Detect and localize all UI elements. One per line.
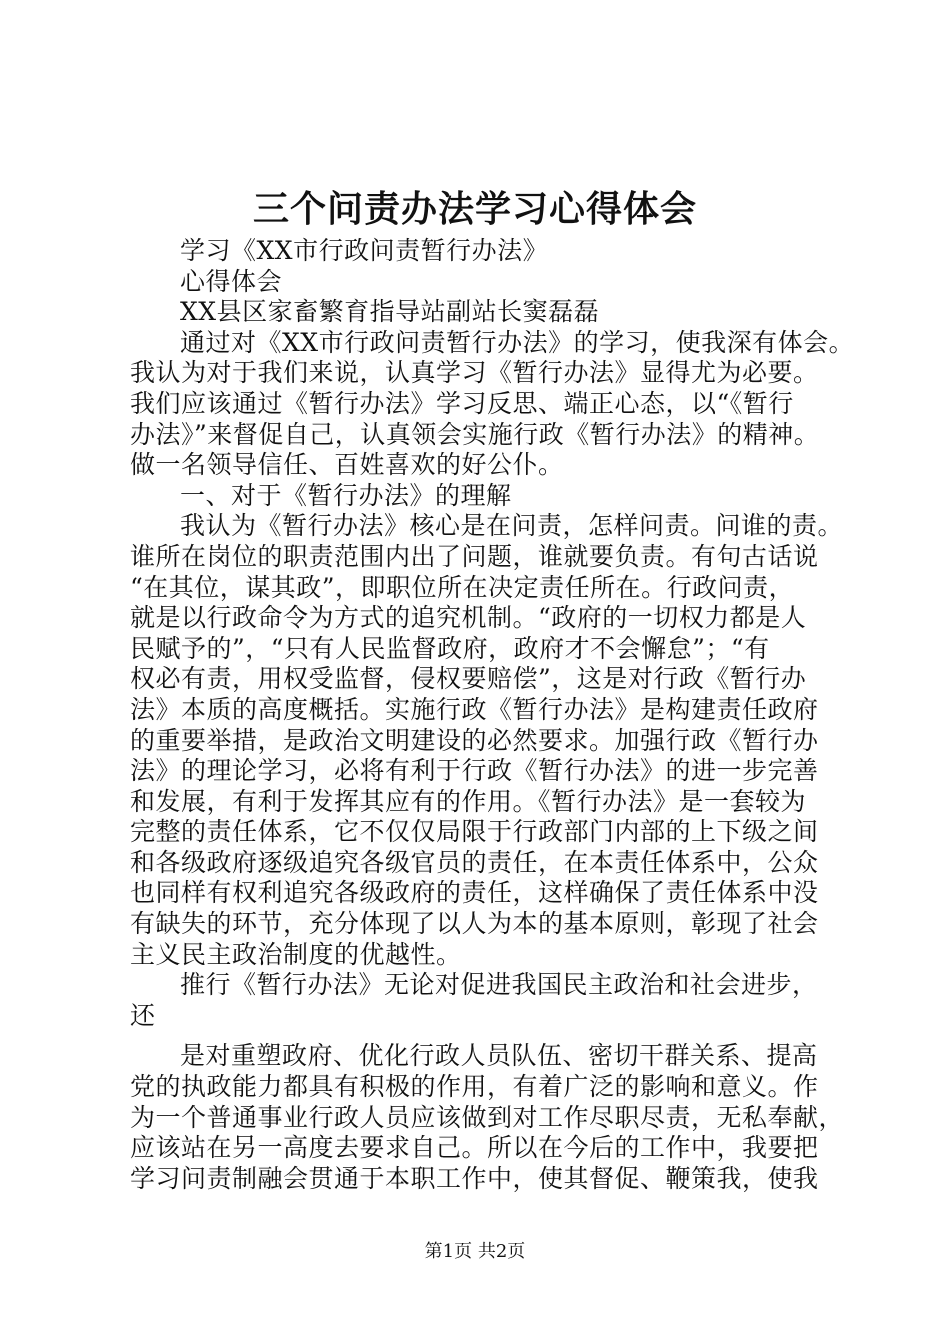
text-line: 做一名领导信任、百姓喜欢的好公仆。 <box>130 450 564 480</box>
page-number: 第1页 共2页 <box>424 1241 526 1262</box>
text-line: 学习《XX市行政问责暂行办法》 <box>180 236 549 265</box>
text-line: 就是以行政命令为方式的追究机制。“政府的一切权力都是人 <box>130 603 807 633</box>
text-line: 的重要举措，是政治文明建设的必然要求。加强行政《暂行办 <box>130 725 819 755</box>
text-line: “在其位，谋其政”，即职位所在决定责任所在。行政问责， <box>130 572 795 602</box>
text-line: 和发展，有利于发挥其应有的作用。《暂行办法》是一套较为 <box>130 786 807 816</box>
text-line: 是对重塑政府、优化行政人员队伍、密切干群关系、提高 <box>180 1041 818 1071</box>
text-line: 办法》”来督促自己，认真领会实施行政《暂行办法》的精神。 <box>130 419 820 449</box>
text-line: 我们应该通过《暂行办法》学习反思、端正心态，以“《暂行 <box>130 388 794 418</box>
text-line: 为一个普通事业行政人员应该做到对工作尽职尽责，无私奉献， <box>130 1102 845 1132</box>
text-line: 完整的责任体系，它不仅仅局限于行政部门内部的上下级之间 <box>130 817 819 847</box>
document-title: 三个问责办法学习心得体会 <box>252 188 697 230</box>
text-line: 心得体会 <box>180 266 283 296</box>
text-line: 谁所在岗位的职责范围内出了问题，谁就要负责。有句古话说 <box>130 541 819 571</box>
text-line: 法》的理论学习，必将有利于行政《暂行办法》的进一步完善 <box>130 756 819 786</box>
text-line: 推行《暂行办法》无论对促进我国民主政治和社会进步， <box>180 970 818 1000</box>
section-heading: 一、对于《暂行办法》的理解 <box>180 480 512 510</box>
text-line: 也同样有权利追究各级政府的责任，这样确保了责任体系中没 <box>130 878 819 908</box>
text-line: 通过对《XX市行政问责暂行办法》的学习，使我深有体会。 <box>180 327 855 357</box>
text-line: 学习问责制融会贯通于本职工作中，使其督促、鞭策我，使我 <box>130 1163 819 1193</box>
text-line: 有缺失的环节，充分体现了以人为本的基本原则，彰现了社会 <box>130 909 819 939</box>
document-body <box>130 236 870 1194</box>
text-line: 和各级政府逐级追究各级官员的责任，在本责任体系中，公众 <box>130 847 819 877</box>
text-line: 权必有责，用权受监督，侵权要赔偿”，这是对行政《暂行办 <box>130 664 807 694</box>
text-line: 主义民主政治制度的优越性。 <box>130 939 462 969</box>
text-line: 法》本质的高度概括。实施行政《暂行办法》是构建责任政府 <box>130 694 819 724</box>
text-line: 民赋予的”，“只有人民监督政府，政府才不会懈怠”；“有 <box>130 633 770 663</box>
text-line: 党的执政能力都具有积极的作用，有着广泛的影响和意义。作 <box>130 1072 819 1102</box>
text-line: XX县区家畜繁育指导站副站长窦磊磊 <box>180 297 600 327</box>
text-line: 还 <box>130 1000 156 1030</box>
text-line: 我认为《暂行办法》核心是在问责，怎样问责。问谁的责。 <box>180 511 844 541</box>
text-line: 应该站在另一高度去要求自己。所以在今后的工作中，我要把 <box>130 1133 819 1163</box>
paragraph-gap <box>130 1031 870 1041</box>
text-line: 我认为对于我们来说，认真学习《暂行办法》显得尤为必要。 <box>130 358 819 388</box>
